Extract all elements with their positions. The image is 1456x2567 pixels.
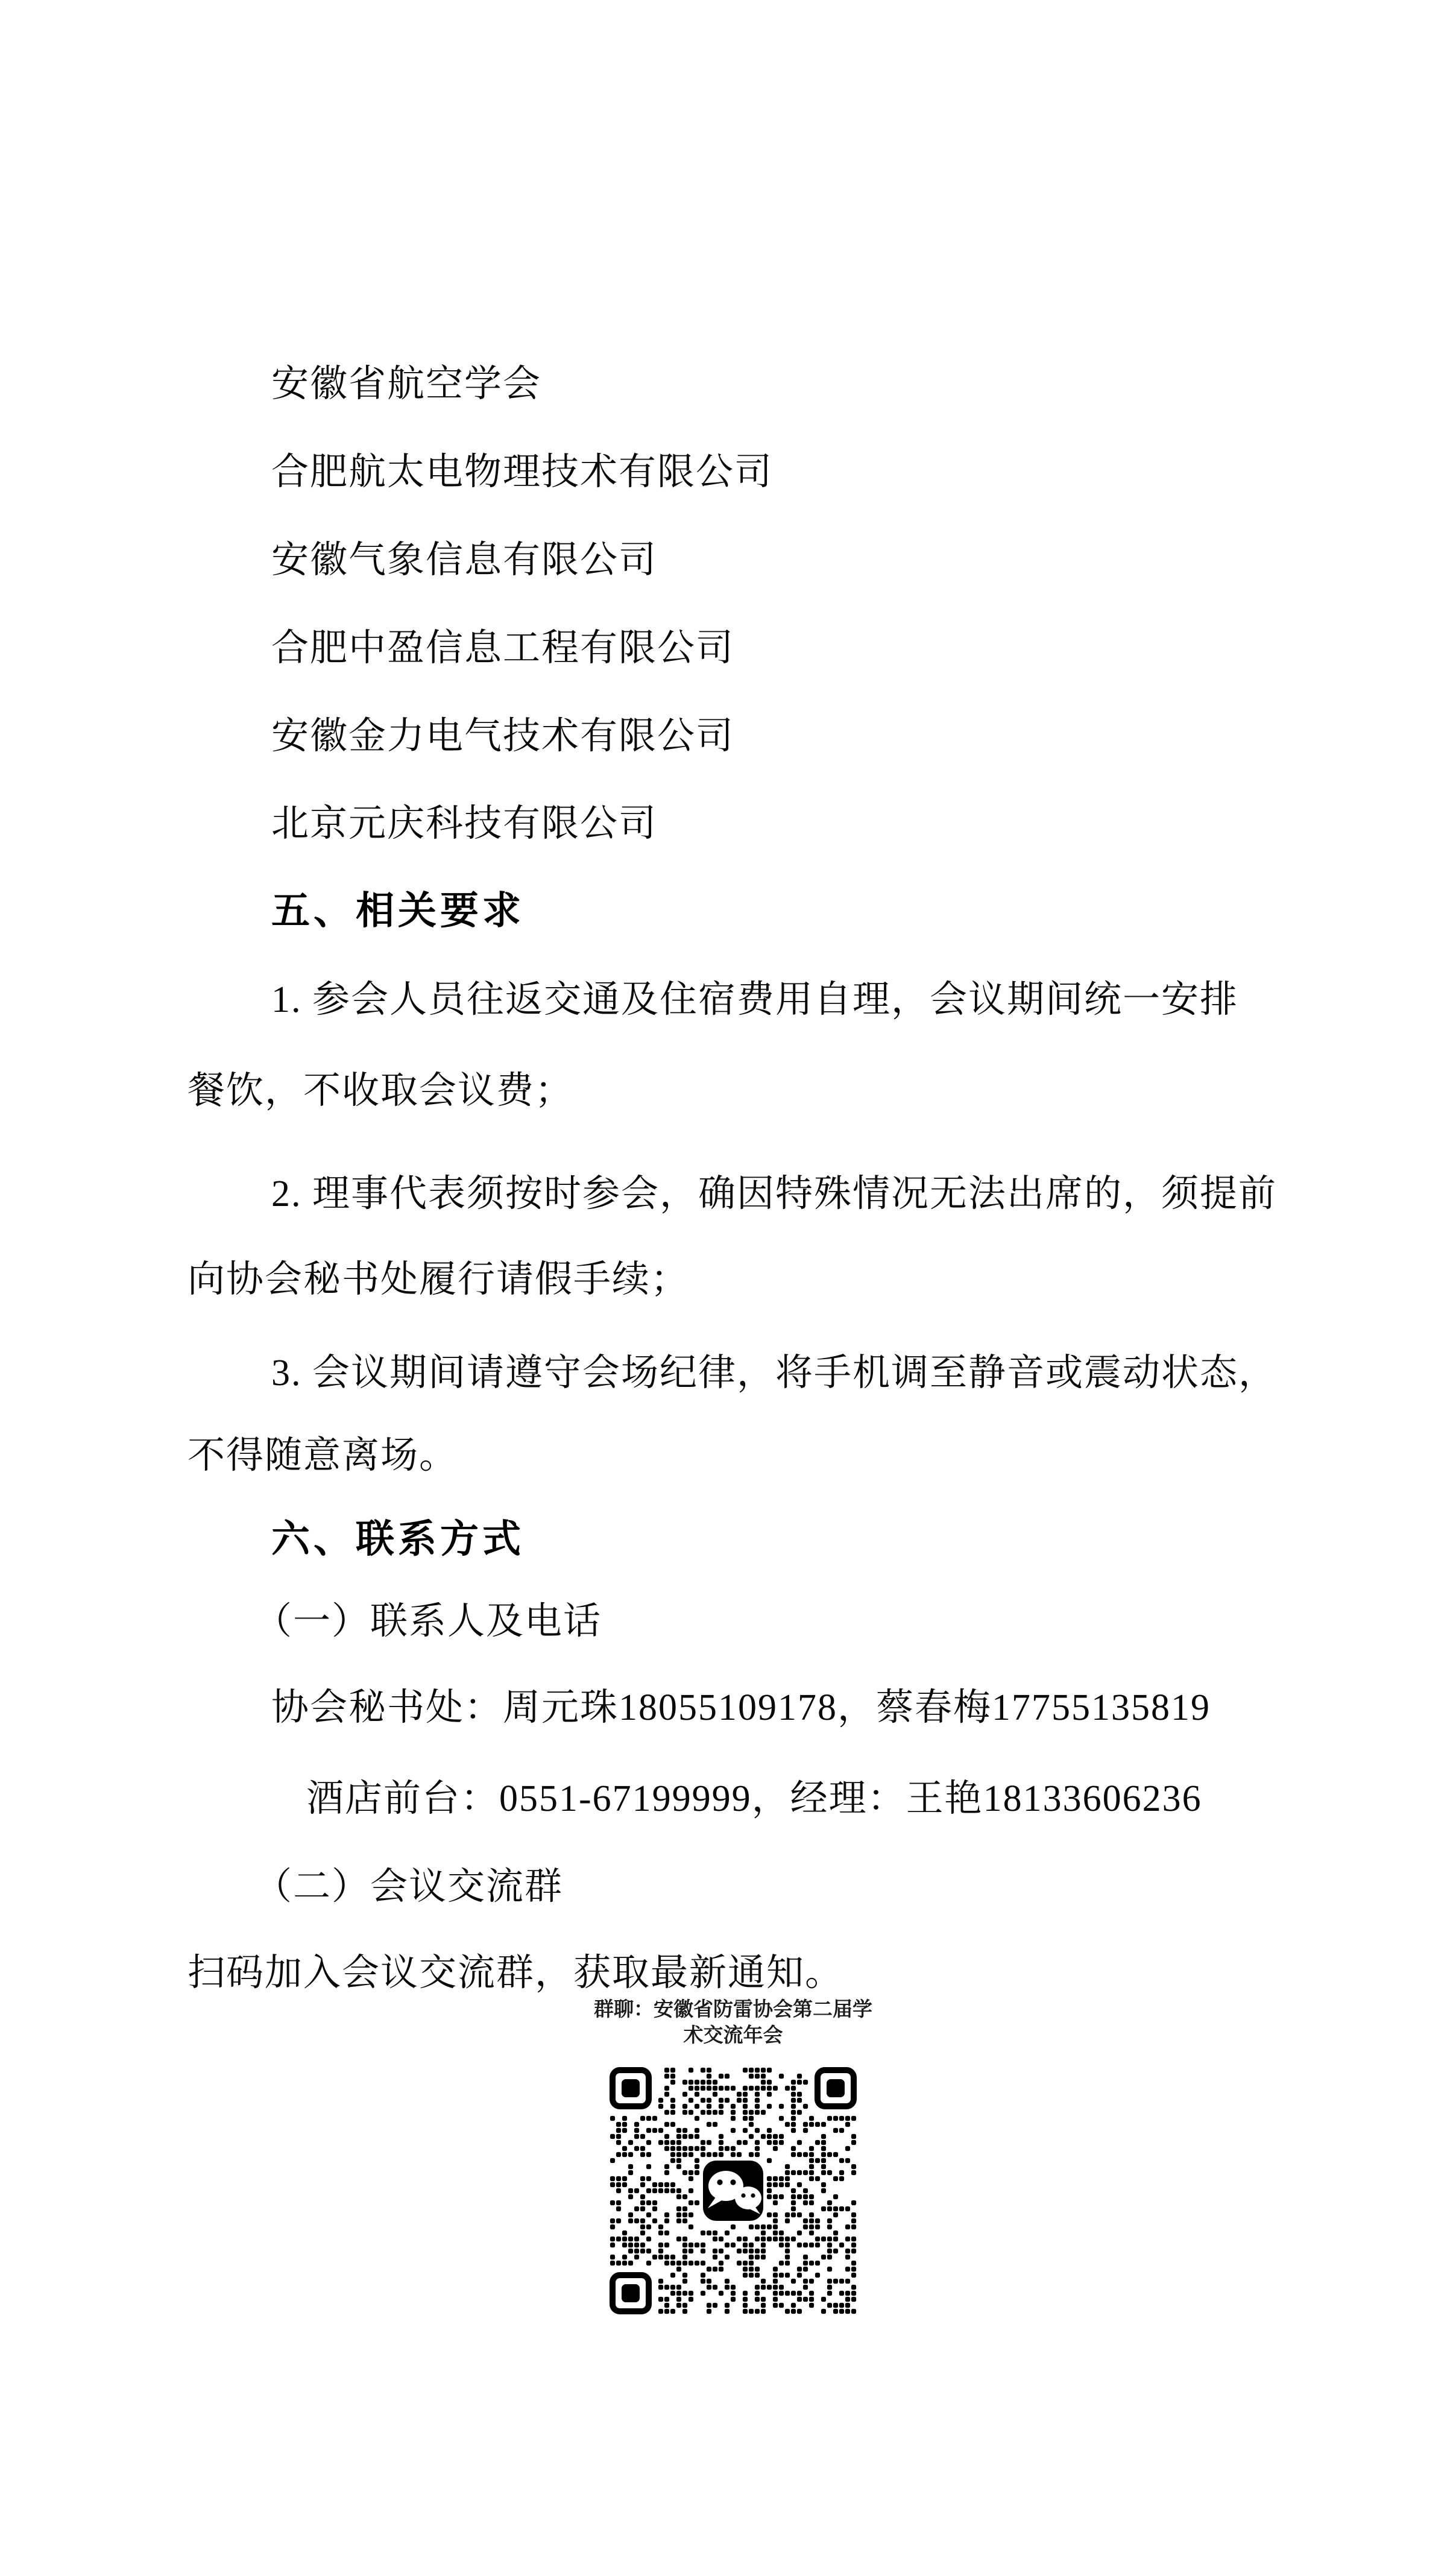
- support-unit: 安徽气象信息有限公司: [271, 540, 658, 581]
- qr-instruction: 扫码加入会议交流群，获取最新通知。: [188, 1953, 844, 1994]
- section6-sub1-heading: （一）联系人及电话: [254, 1601, 602, 1642]
- wechat-group-qr-code: [610, 2067, 857, 2314]
- support-unit: 北京元庆科技有限公司: [271, 803, 658, 844]
- section5-heading: 五、相关要求: [271, 889, 525, 932]
- support-unit: 安徽省航空学会: [271, 364, 542, 405]
- contact-hotel: 酒店前台：0551-67199999，经理：王艳18133606236: [306, 1778, 1202, 1819]
- section5-item1-line2: 餐饮，不收取会议费；: [188, 1070, 574, 1111]
- section6-heading: 六、联系方式: [271, 1518, 525, 1561]
- section5-item3-line2: 不得随意离场。: [188, 1435, 458, 1476]
- qr-caption: [552, 1996, 914, 2048]
- section5-item3-line1: 3. 会议期间请遵守会场纪律，将手机调至静音或震动状态，: [271, 1353, 1278, 1394]
- support-unit: 合肥航太电物理技术有限公司: [271, 452, 774, 493]
- contact-secretariat: 协会秘书处：周元珠18055109178，蔡春梅17755135819: [271, 1687, 1211, 1728]
- qr-code-image: [610, 2067, 857, 2314]
- qr-caption-line1: 群聊：安徽省防雷协会第二届学: [594, 1998, 872, 2020]
- section5-item2-line2: 向协会秘书处履行请假手续；: [188, 1259, 690, 1300]
- support-unit: 安徽金力电气技术有限公司: [271, 716, 735, 757]
- support-unit: 合肥中盈信息工程有限公司: [271, 628, 735, 669]
- qr-caption-line2: 术交流年会: [683, 2024, 783, 2046]
- section6-sub2-heading: （二）会议交流群: [254, 1866, 564, 1907]
- section5-item2-line1: 2. 理事代表须按时参会，确因特殊情况无法出席的，须提前: [271, 1173, 1278, 1214]
- section5-item1-line1: 1. 参会人员往返交通及住宿费用自理，会议期间统一安排: [271, 979, 1239, 1020]
